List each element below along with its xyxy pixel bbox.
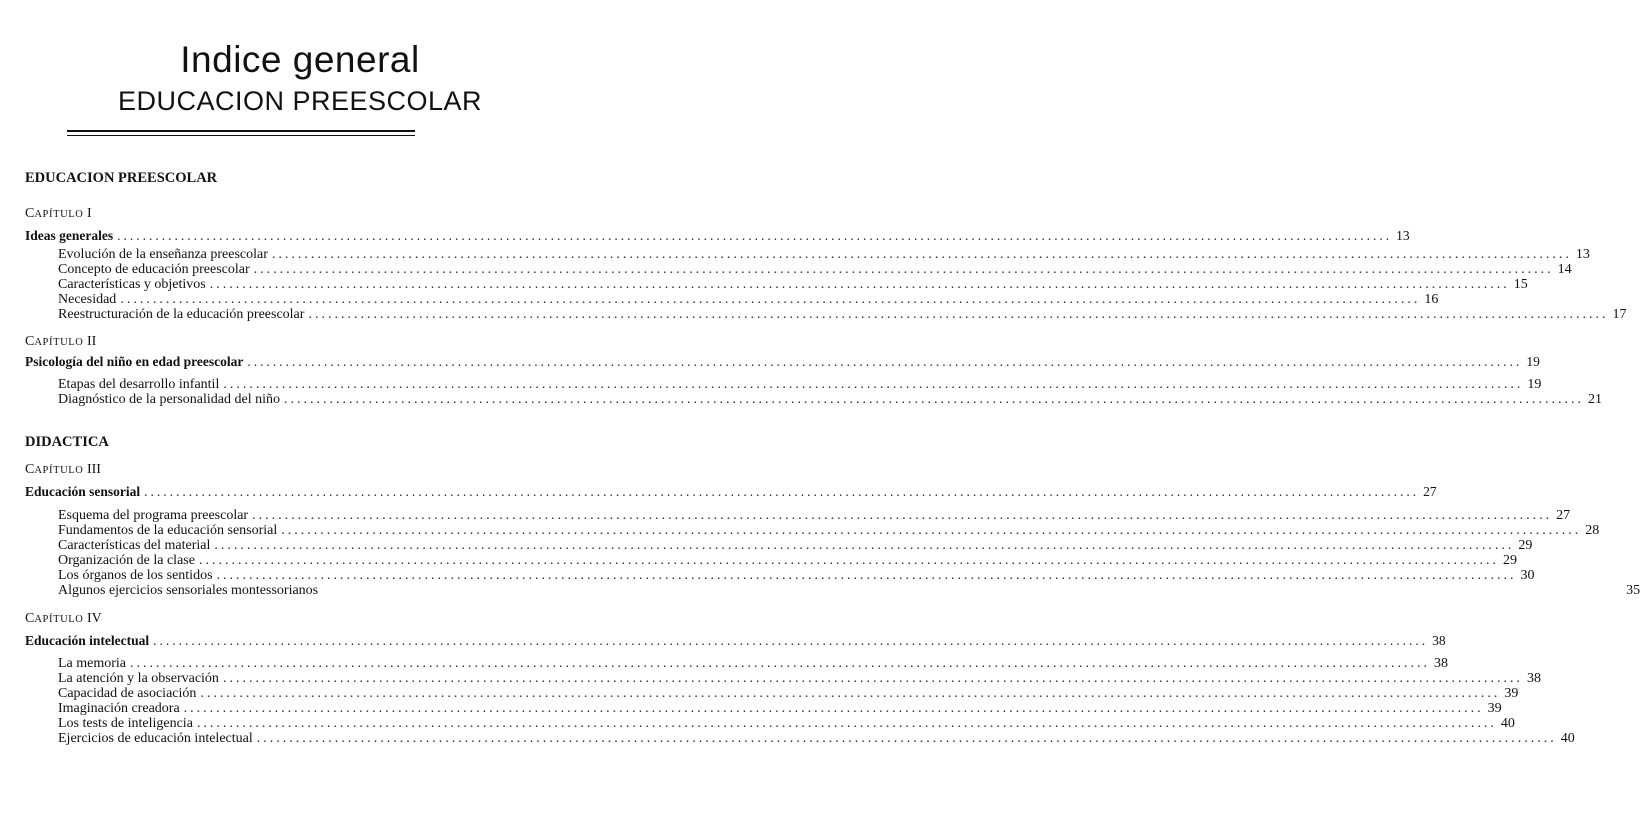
page-number: 39 [1487,701,1502,716]
chapter-title: Educación intelectual [25,633,150,648]
page-subtitle: EDUCACION PREESCOLAR [117,86,483,116]
toc-entry[interactable] [25,731,1575,746]
leader-dots: ........................................................................................................................................................................................................ [200,686,1501,701]
section-heading: DIDACTICA [25,434,109,450]
toc-entry[interactable] [25,553,1517,568]
chapter-title: Psicología del niño en edad preescolar [25,354,244,369]
page-title: Indice general [180,38,420,80]
page-number: 19 [1527,377,1542,392]
entry-title: Características y objetivos [58,277,206,292]
page-number: 27 [1556,508,1571,523]
entry-title: La memoria [58,656,127,671]
chapter-label-prefix: C [25,462,35,477]
toc-entry[interactable] [25,277,1528,292]
page-number: 28 [1585,523,1600,538]
chapter-label [25,206,581,228]
leader-dots: ........................................................................................................................................................................................................ [252,508,1553,523]
chapter-label-smallcaps: APÍTULO [34,209,84,220]
table-of-contents [25,170,1640,746]
toc-entry[interactable] [25,307,1627,322]
entry-title: Reestructuración de la educación preescolar [58,307,305,322]
divider-thick [67,130,415,132]
leader-dots: ........................................................................................................................................................................................................ [214,538,1515,553]
chapter-title-row[interactable] [25,354,1540,369]
page-number: 40 [1560,731,1575,746]
toc-entry[interactable] [25,568,1535,583]
chapter-label-smallcaps: APÍTULO [34,465,84,476]
leader-dots: ........................................................................................................................................................................................................ [216,568,1517,583]
page-number: 39 [1504,686,1519,701]
page-number: 17 [1612,307,1627,322]
leader-dots: ........................................................................................................................................................................................................ [308,307,1609,322]
chapter-title: Educación sensorial [25,484,141,499]
page-number: 16 [1424,292,1439,307]
leader-dots: ........................................................................................................................................................................................................ [183,701,1484,716]
leader-dots: ........................................................................................................................................................................................................ [247,354,1523,369]
leader-dots: ........................................................................................................................................................................................................ [284,392,1584,407]
section-didactica [25,434,1640,746]
entry-title: Diagnóstico de la personalidad del niño [58,392,280,407]
entry-title: Concepto de educación preescolar [58,262,250,277]
toc-entry[interactable] [25,247,1590,262]
page-number: 21 [1588,392,1602,407]
leader-dots: ........................................................................................................................................................................................................ [271,247,1572,262]
leader-dots: ........................................................................................................................................................................................................ [130,656,1431,671]
entry-title: Fundamentos de la educación sensorial [58,523,278,538]
entry-title: Imaginación creadora [58,701,180,716]
page-number: 14 [1557,262,1572,277]
toc-entry[interactable] [25,583,1640,598]
chapter-title: Ideas generales [25,228,114,243]
toc-entry[interactable] [25,716,1515,731]
chapter-label-smallcaps: APÍTULO [34,337,84,348]
chapter-title-row[interactable] [25,633,1446,648]
leader-dots: ........................................................................................................................................................................................................ [223,377,1524,392]
leader-dots: ........................................................................................................................................................................................................ [144,484,1420,499]
leader-dots: ........................................................................................................................................................................................................ [222,671,1523,686]
entry-title: Ejercicios de educación intelectual [58,731,253,746]
divider-thin [67,135,415,136]
leader-dots: ........................................................................................................................................................................................................ [253,262,1554,277]
chapter-number: III [86,462,101,477]
leader-dots: ........................................................................................................................................................................................................ [209,277,1510,292]
entry-title: Esquema del programa preescolar [58,508,249,523]
entry-title: Características del material [58,538,211,553]
leader-dots: ........................................................................................................................................................................................................ [120,292,1421,307]
toc-entry[interactable] [25,523,1600,538]
entry-title: Los tests de inteligencia [58,716,193,731]
page-number: 35 [1626,583,1640,598]
toc-entry[interactable] [25,538,1533,553]
toc-entry[interactable] [25,671,1541,686]
entry-title: La atención y la observación [58,671,219,686]
toc-entry[interactable] [25,656,1449,671]
toc-entry[interactable] [25,377,1542,392]
leader-dots: ........................................................................................................................................................................................................ [281,523,1582,538]
chapter-label [25,462,581,484]
page-number: 13 [1575,247,1590,262]
page-number: 19 [1526,354,1540,369]
page-number: 13 [1396,228,1410,243]
chapter-label-prefix: C [25,334,35,349]
page-number: 38 [1526,671,1541,686]
page-number: 38 [1434,656,1449,671]
chapter-label-prefix: C [25,206,35,221]
chapter-number: II [86,334,97,349]
chapter-label [25,611,581,633]
entry-title: Organización de la clase [58,553,195,568]
toc-entry[interactable] [25,392,1602,407]
page-number: 15 [1513,277,1528,292]
entry-title: Necesidad [58,292,117,307]
leader-dots: ........................................................................................................................................................................................................ [198,553,1499,568]
entry-title: Capacidad de asociación [58,686,197,701]
chapter-label [25,334,581,354]
toc-entry[interactable] [25,508,1571,523]
toc-entry[interactable] [25,262,1572,277]
page-number: 38 [1432,633,1446,648]
toc-entry[interactable] [25,292,1439,307]
page-number: 30 [1520,568,1535,583]
leader-dots: ........................................................................................................................................................................................................ [196,716,1497,731]
page-number: 27 [1423,484,1437,499]
toc-entry[interactable] [25,686,1519,701]
leader-dots: ........................................................................................................................................................................................................ [153,633,1429,648]
leader-dots: ........................................................................................................................................................................................................ [256,731,1557,746]
entry-title: Evolución de la enseñanza preescolar [58,247,268,262]
section-heading: EDUCACION PREESCOLAR [25,170,218,186]
page-number: 29 [1502,553,1517,568]
leader-dots: ........................................................................................................................................................................................................ [117,228,1393,243]
section-educacion-preescolar [25,170,1627,407]
chapter-label-smallcaps: APÍTULO [34,614,84,625]
chapter-title-row[interactable] [25,228,1410,243]
page-number: 40 [1500,716,1515,731]
page-number: 29 [1518,538,1533,553]
toc-entry[interactable] [25,701,1502,716]
entry-title: Algunos ejercicios sensoriales montessorianos [58,583,319,598]
entry-title: Los órganos de los sentidos [58,568,213,583]
chapter-number: IV [86,611,102,626]
chapter-label-prefix: C [25,611,35,626]
chapter-number: I [86,206,92,221]
entry-title: Etapas del desarrollo infantil [58,377,220,392]
chapter-title-row[interactable] [25,484,1437,499]
